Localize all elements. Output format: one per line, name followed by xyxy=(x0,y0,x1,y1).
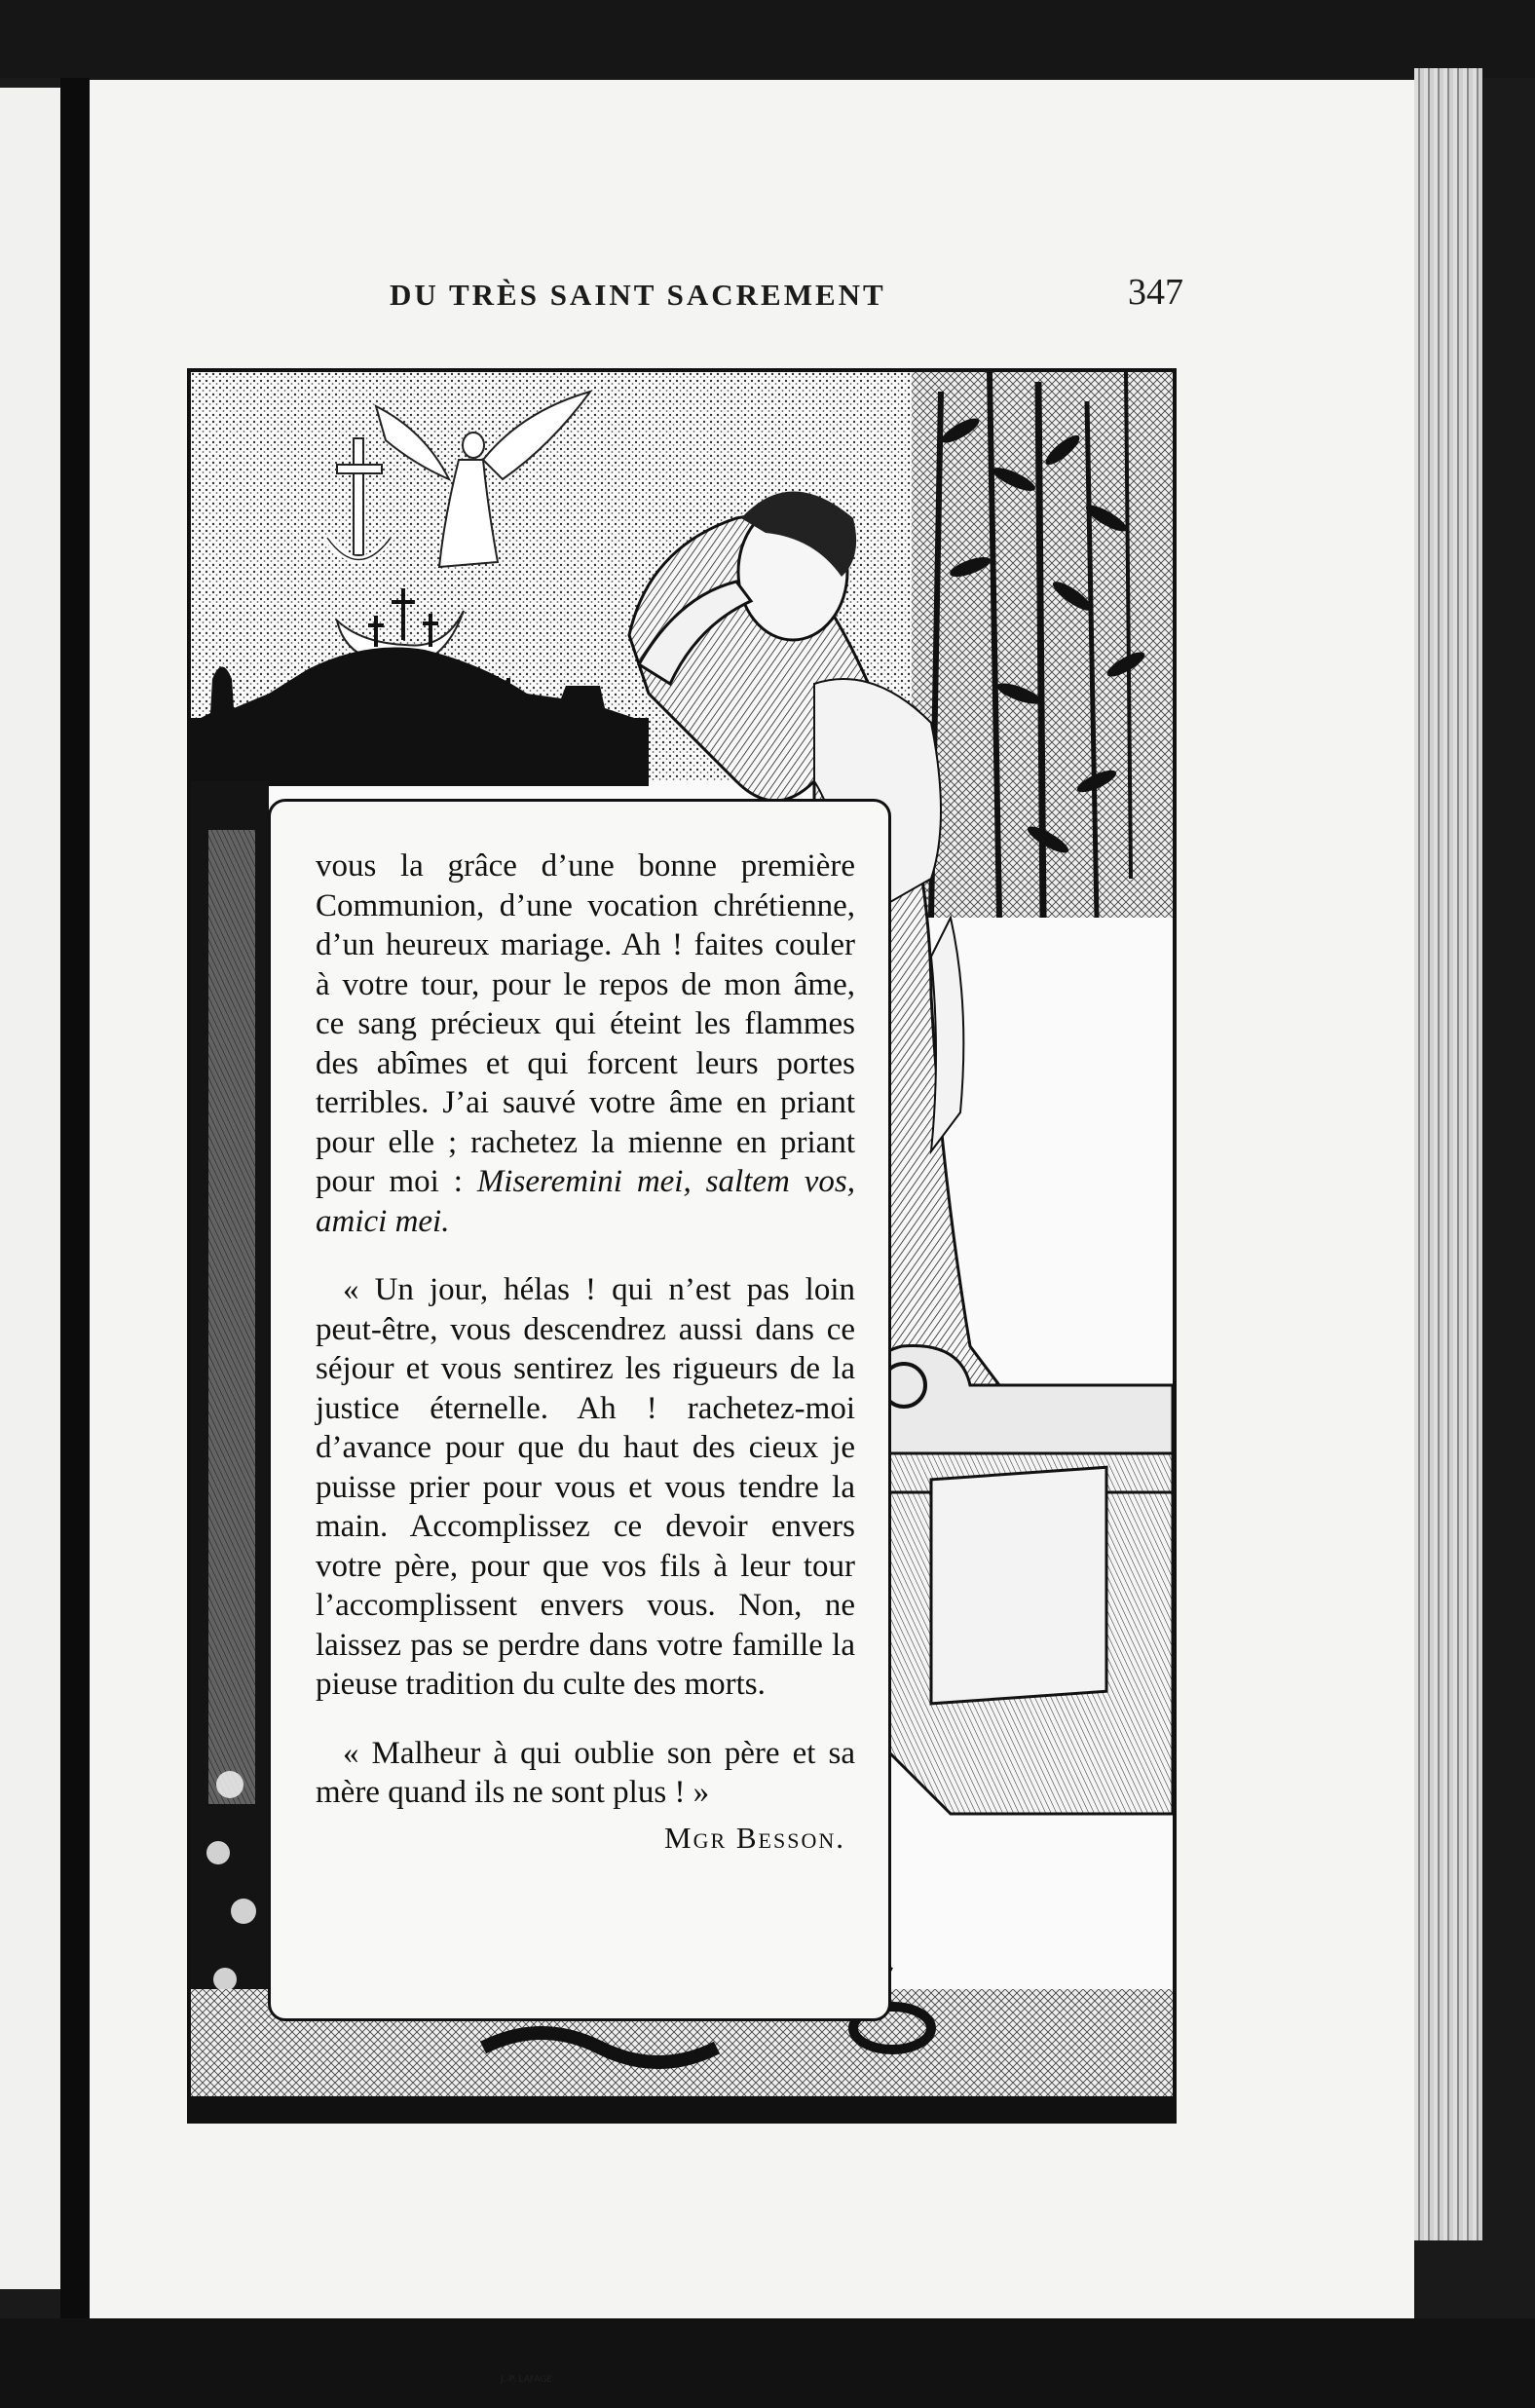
paragraph-2: « Un jour, hélas ! qui n’est pas loin peut-être, vous descendrez aussi dans ce séjour et vous sentirez les rigueurs de la justice éternelle. Ah ! rachetez-moi d’avance pour que du haut des cieux je puisse prier pour vous et vous tendre la main. Accomplissez ce devoir envers votre père, pour que vos fils à leur tour l’accomplissent envers vous. Non, ne laissez pas se perdre dans votre famille la pieuse tradition du culte des morts. xyxy=(316,1272,855,1702)
book-gutter xyxy=(60,78,90,2318)
scan-border-top xyxy=(0,0,1535,78)
tomb xyxy=(863,1346,1173,1815)
engraver-signature: J.-P. LAFAGE xyxy=(501,2375,552,2385)
running-head: DU TRÈS SAINT SACREMENT xyxy=(390,278,886,312)
paragraph-1-text: vous la grâce d’une bonne première Communion, d’une vocation chrétienne, d’un heureux mariage. Ah ! faites couler à votre tour, pour le repos de mon âme, ce sang précieux qui éteint les flammes des abîmes et qui forcent leurs portes terribles. J’ai sauvé votre âme en priant pour elle ; rachetez la mienne en priant pour moi : xyxy=(316,848,855,1199)
paragraph-3: « Malheur à qui oublie son père et sa mère quand ils ne sont plus ! » xyxy=(316,1735,855,1810)
author-signature: Mgr Besson. xyxy=(664,1820,845,1855)
latin-quotation: Miseremini mei, saltem vos, amici mei. xyxy=(316,1164,855,1239)
page-edges xyxy=(1414,68,1482,2240)
page-number: 347 xyxy=(1128,272,1183,313)
foliage xyxy=(912,372,1173,918)
paragraph-1 xyxy=(316,847,855,1241)
text-panel xyxy=(268,799,891,2021)
scan-border-bottom xyxy=(0,2318,1535,2408)
